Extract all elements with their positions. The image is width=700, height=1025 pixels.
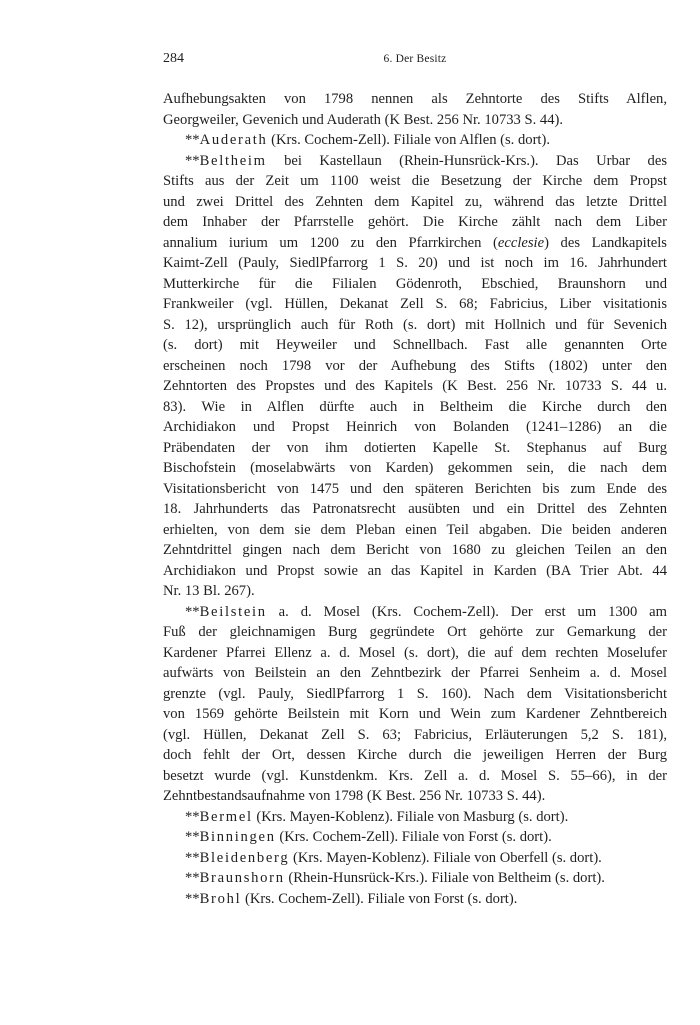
text-line [163, 499, 667, 520]
text-run: Bischofstein (moselabwärts von Karden) gekommen sein, die nach dem [163, 460, 667, 476]
text-run: (Krs. Cochem-Zell). Filiale von Alflen (s. dort). [267, 132, 550, 148]
text-run: (vgl. Hüllen, Dekanat Zell S. 63; Fabricius, Erläuterungen 5,2 S. 181), [163, 726, 667, 743]
text-line [163, 130, 667, 151]
text-line [163, 848, 667, 869]
text-line [163, 745, 667, 766]
entry-heading: Braunshorn [199, 870, 285, 886]
text-run: Kaimt-Zell (Pauly, SiedlPfarrorg 1 S. 20) und ist noch im 16. Jahrhundert [163, 255, 667, 271]
text-line [163, 397, 667, 418]
text-line [163, 274, 667, 295]
text-line [163, 520, 667, 541]
text-run: grenzte (vgl. Pauly, SiedlPfarrorg 1 S. 160). Nach dem Visitationsbericht [163, 685, 667, 702]
text-line [163, 89, 667, 110]
entry-heading: Bleidenberg [199, 849, 290, 866]
text-run: Archidiakon und Propst Heinrich von Bolanden (1241–1286) an die [163, 419, 667, 435]
text-run: Stifts aus der Zeit um 1100 weist die Besetzung der Kirche dem Propst [163, 173, 667, 189]
text-run: annalium iurium um 1200 zu den Pfarrkirchen ( [163, 234, 498, 251]
text-run: erhielten, von dem sie dem Pleban einen Teil abgaben. Die beiden anderen [163, 521, 667, 538]
text-line [163, 212, 667, 233]
entry-heading: Auderath [199, 132, 268, 148]
text-line [163, 294, 667, 315]
text-run: Frankweiler (vgl. Hüllen, Dekanat Zell S. 68; Fabricius, Liber visitationis [163, 296, 667, 312]
entry-braunshorn [163, 868, 667, 889]
text-run: und zwei Drittel des Zehnten dem Kapitel zu, während das letzte Drittel [163, 193, 667, 210]
entry-heading: Bermel [199, 808, 253, 825]
entry-heading: Beltheim [199, 152, 267, 169]
text-run: 83). Wie in Alflen dürfte auch in Beltheim die Kirche durch den [163, 398, 667, 415]
text-run: doch fehlt der Ort, dessen Kirche durch die jeweiligen Herren der Burg [163, 747, 667, 763]
text-line [163, 192, 667, 213]
text-line [163, 233, 667, 254]
text-run: bei Kastellaun (Rhein-Hunsrück-Krs.). Das Urbar des [266, 152, 667, 169]
text-run: ** [185, 152, 200, 169]
text-run: Zehntbestandsaufnahme von 1798 (K Best. 256 Nr. 10733 S. 44). [163, 788, 546, 804]
text-run: (s. dort) mit Heyweiler und Schnellbach. Fast alle genannten Orte [163, 337, 667, 353]
entry-beilstein [163, 602, 667, 807]
entry-heading: Beilstein [199, 603, 267, 620]
text-line [163, 110, 667, 131]
text-run: ** [185, 870, 200, 886]
entry-bermel [163, 807, 667, 828]
text-run: (Rhein-Hunsrück-Krs.). Filiale von Beltheim (s. dort). [284, 870, 605, 886]
text-line [163, 335, 667, 356]
text-line [163, 253, 667, 274]
text-line [163, 417, 667, 438]
italic-term: ecclesie [497, 234, 545, 251]
text-run: von 1569 gehörte Beilstein mit Korn und Wein zum Kardener Zehntbereich [163, 706, 667, 722]
entry-bleidenberg [163, 848, 667, 869]
paragraph-alflen-continuation [163, 89, 667, 130]
text-line [163, 663, 667, 684]
text-run: a. d. Mosel (Krs. Cochem-Zell). Der erst um 1300 am [266, 603, 667, 620]
text-run: ** [185, 603, 200, 620]
text-line [163, 766, 667, 787]
text-run: (Krs. Cochem-Zell). Filiale von Forst (s. dort). [275, 829, 552, 845]
text-run: dem Inhaber der Pfarrstelle gehört. Die Kirche zählt nach dem Liber [163, 214, 667, 230]
text-run: Zehntorten des Propstes und des Kapitels (K Best. 256 Nr. 10733 S. 44 u. [163, 378, 667, 394]
text-line [163, 643, 667, 664]
text-run: Georgweiler, Gevenich und Auderath (K Best. 256 Nr. 10733 S. 44). [163, 111, 563, 128]
text-run: Kardener Pfarrei Ellenz a. d. Mosel (s. dort), die auf dem rechten Moselufer [163, 644, 667, 661]
text-run: Fuß der gleichnamigen Burg gegründete Ort gehörte zur Gemarkung der [163, 624, 667, 640]
text-line [163, 704, 667, 725]
text-run: Mutterkirche für die Filialen Gödenroth, Ebschied, Braunshorn und [163, 275, 667, 292]
text-line [163, 807, 667, 828]
text-line [163, 725, 667, 746]
body-text [163, 89, 667, 909]
text-run: 18. Jahrhunderts das Patronatsrecht ausübten und ein Drittel des Zehnten [163, 501, 667, 517]
text-run: ** [185, 890, 200, 907]
entry-binningen [163, 827, 667, 848]
text-line [163, 581, 667, 602]
text-run: (Krs. Cochem-Zell). Filiale von Forst (s. dort). [241, 890, 518, 907]
text-run: ) des Landkapitels [544, 234, 667, 251]
text-run: Zehntdrittel gingen nach dem Bericht von 1680 zu gleichen Teilen an den [163, 542, 667, 558]
text-line [163, 827, 667, 848]
text-run: (Krs. Mayen-Koblenz). Filiale von Oberfell (s. dort). [289, 849, 602, 866]
text-run: ** [185, 849, 200, 866]
page-number: 284 [163, 51, 184, 66]
text-line [163, 151, 667, 172]
running-title: 6. Der Besitz [383, 53, 447, 65]
entry-auderath [163, 130, 667, 151]
text-line [163, 684, 667, 705]
text-run: ** [185, 808, 200, 825]
text-run: Aufhebungsakten von 1798 nennen als Zehntorte des Stifts Alflen, [163, 91, 667, 107]
text-line [163, 438, 667, 459]
text-run: Präbendaten der von ihm dotierten Kapelle St. Stephanus auf Burg [163, 439, 667, 456]
text-run: besetzt wurde (vgl. Kunstdenkm. Krs. Zell a. d. Mosel S. 55–66), in der [163, 767, 667, 784]
text-line [163, 376, 667, 397]
text-run: Archidiakon und Propst sowie an das Kapitel in Karden (BA Trier Abt. 44 [163, 562, 667, 579]
text-line [163, 479, 667, 500]
text-line [163, 602, 667, 623]
text-line [163, 540, 667, 561]
text-line [163, 868, 667, 889]
text-run: ** [185, 829, 200, 845]
entry-heading: Brohl [199, 890, 242, 907]
text-line [163, 622, 667, 643]
text-run: erscheinen noch 1798 vor der Aufhebung des Stifts (1802) unter den [163, 357, 667, 374]
entry-heading: Binningen [199, 829, 276, 845]
text-run: S. 12), ursprünglich auch für Roth (s. dort) mit Hollnich und für Sevenich [163, 316, 667, 333]
text-line [163, 171, 667, 192]
text-run: (Krs. Mayen-Koblenz). Filiale von Masburg (s. dort). [252, 808, 569, 825]
text-line [163, 786, 667, 807]
text-line [163, 315, 667, 336]
text-run: Visitationsbericht von 1475 und den späteren Berichten bis zum Ende des [163, 480, 667, 497]
text-run: ** [185, 132, 200, 148]
text-line [163, 356, 667, 377]
entry-brohl [163, 889, 667, 910]
page-header [163, 51, 667, 71]
text-run: aufwärts von Beilstein an den Zehntbezirk der Pfarrei Senheim a. d. Mosel [163, 665, 667, 681]
text-line [163, 889, 667, 910]
text-run: Nr. 13 Bl. 267). [163, 583, 255, 599]
text-line [163, 561, 667, 582]
entry-beltheim [163, 151, 667, 602]
text-line [163, 458, 667, 479]
